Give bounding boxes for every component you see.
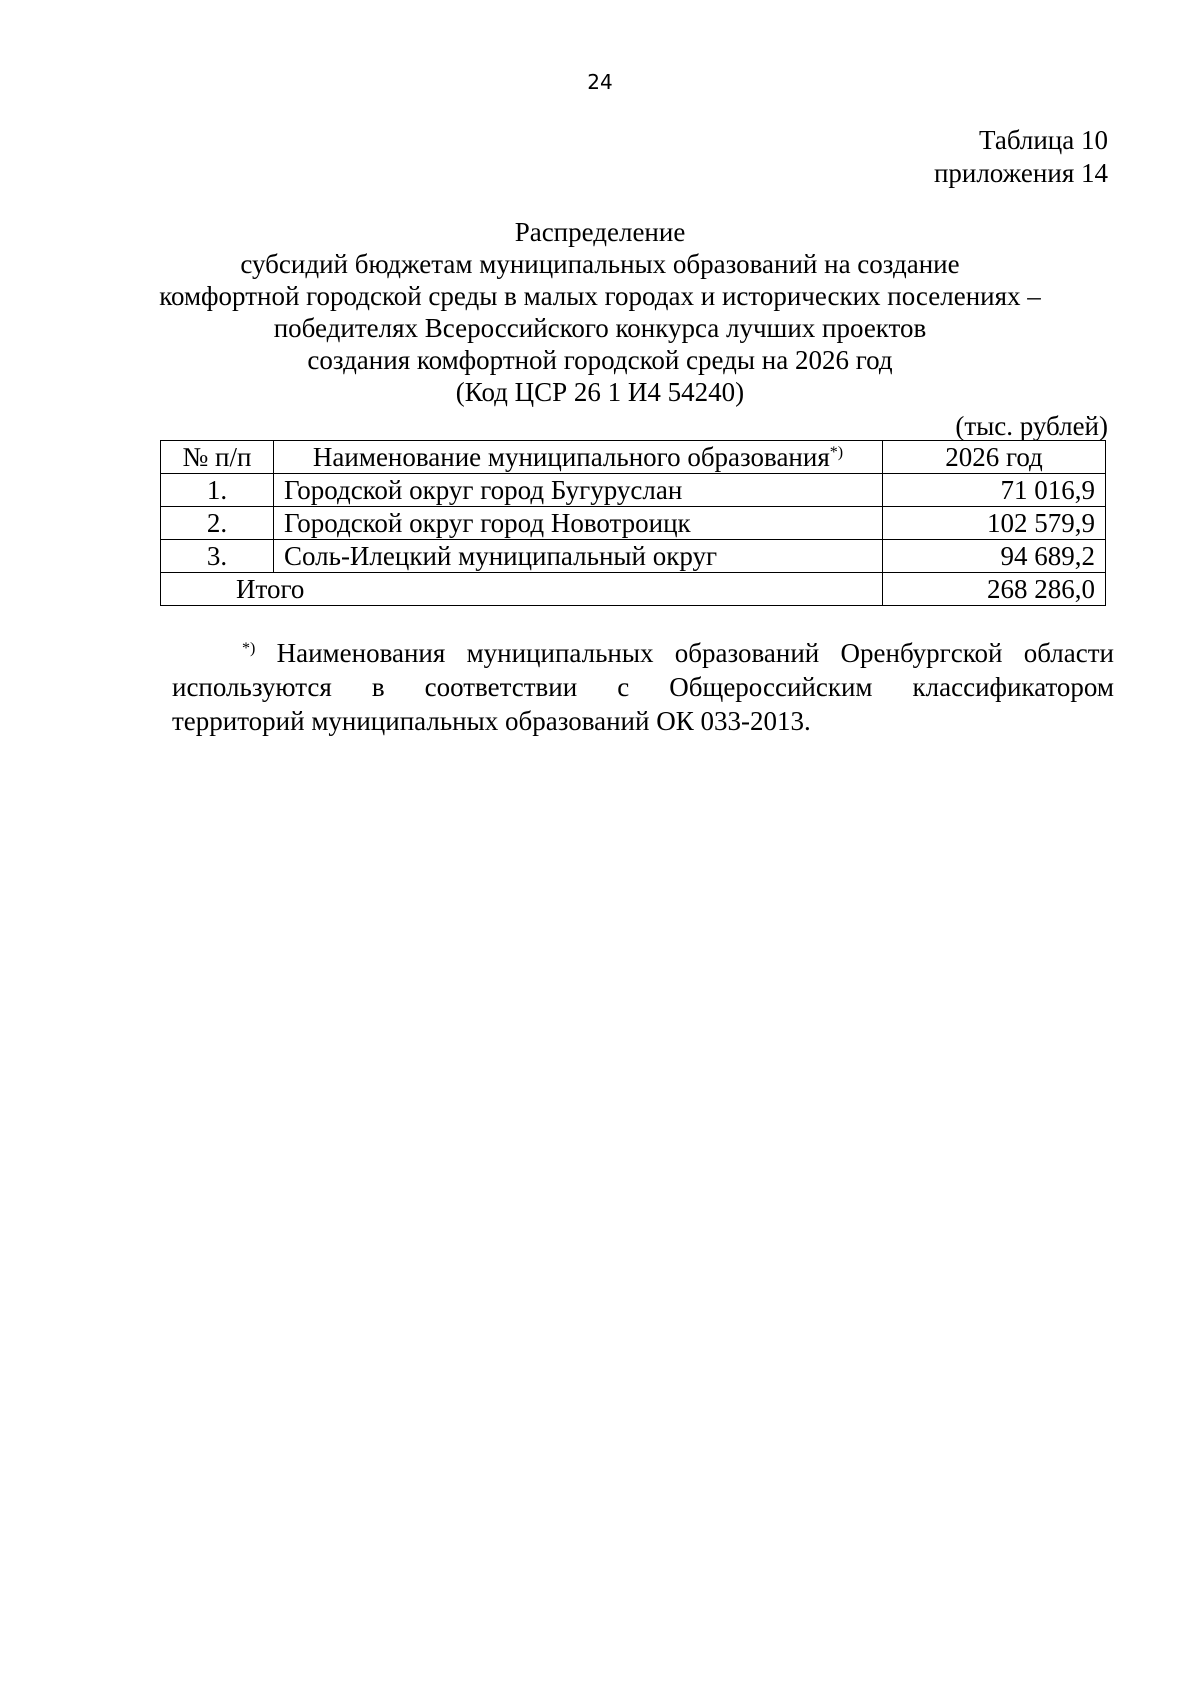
footnote [172,636,1114,738]
row-value: 71 016,9 [883,474,1106,507]
footnote-line-1-text: Наименования муниципальных образований Оренбургской области [276,638,1114,668]
document-title [150,216,1050,408]
total-label: Итого [161,573,883,606]
units-label: (тыс. рублей) [955,411,1108,441]
table-header-row [161,441,1106,474]
distribution-table [160,440,1106,606]
row-name: Городской округ город Новотроицк [274,507,883,540]
row-number: 1. [161,474,274,507]
row-name: Городской округ город Бугуруслан [274,474,883,507]
title-line-4: победителях Всероссийского конкурса лучших проектов [273,313,927,343]
annex-table-number: Таблица 10 [979,125,1108,155]
footnote-line-3: территорий муниципальных образований ОК 033-2013. [172,706,811,736]
total-value: 268 286,0 [883,573,1106,606]
table-row [161,474,1106,507]
title-line-5: создания комфортной городской среды на 2026 год [307,345,893,375]
page-number: 24 [587,70,613,94]
row-value: 94 689,2 [883,540,1106,573]
row-name: Соль-Илецкий муниципальный округ [274,540,883,573]
row-number: 3. [161,540,274,573]
header-name [274,441,883,474]
header-year: 2026 год [883,441,1106,474]
title-line-2: субсидий бюджетам муниципальных образований на создание [240,249,960,279]
header-footnote-mark: *) [829,444,844,461]
annex-appendix-number: приложения 14 [933,158,1108,188]
header-name-text: Наименование муниципального образования [312,442,830,472]
title-line-3: комфортной городской среды в малых городах и исторических поселениях – [159,281,1041,311]
row-number: 2. [161,507,274,540]
table-row [161,507,1106,540]
table-total-row [161,573,1106,606]
footnote-mark: *) [242,640,256,657]
table-row [161,540,1106,573]
header-number: № п/п [161,441,274,474]
title-line-6: (Код ЦСР 26 1 И4 54240) [455,377,745,407]
footnote-line-2: используются в соответствии с Общероссийским классификатором [172,672,1114,702]
annex-reference [934,124,1108,190]
row-value: 102 579,9 [883,507,1106,540]
footnote-line-1 [172,636,1114,670]
title-line-1: Распределение [514,217,686,247]
